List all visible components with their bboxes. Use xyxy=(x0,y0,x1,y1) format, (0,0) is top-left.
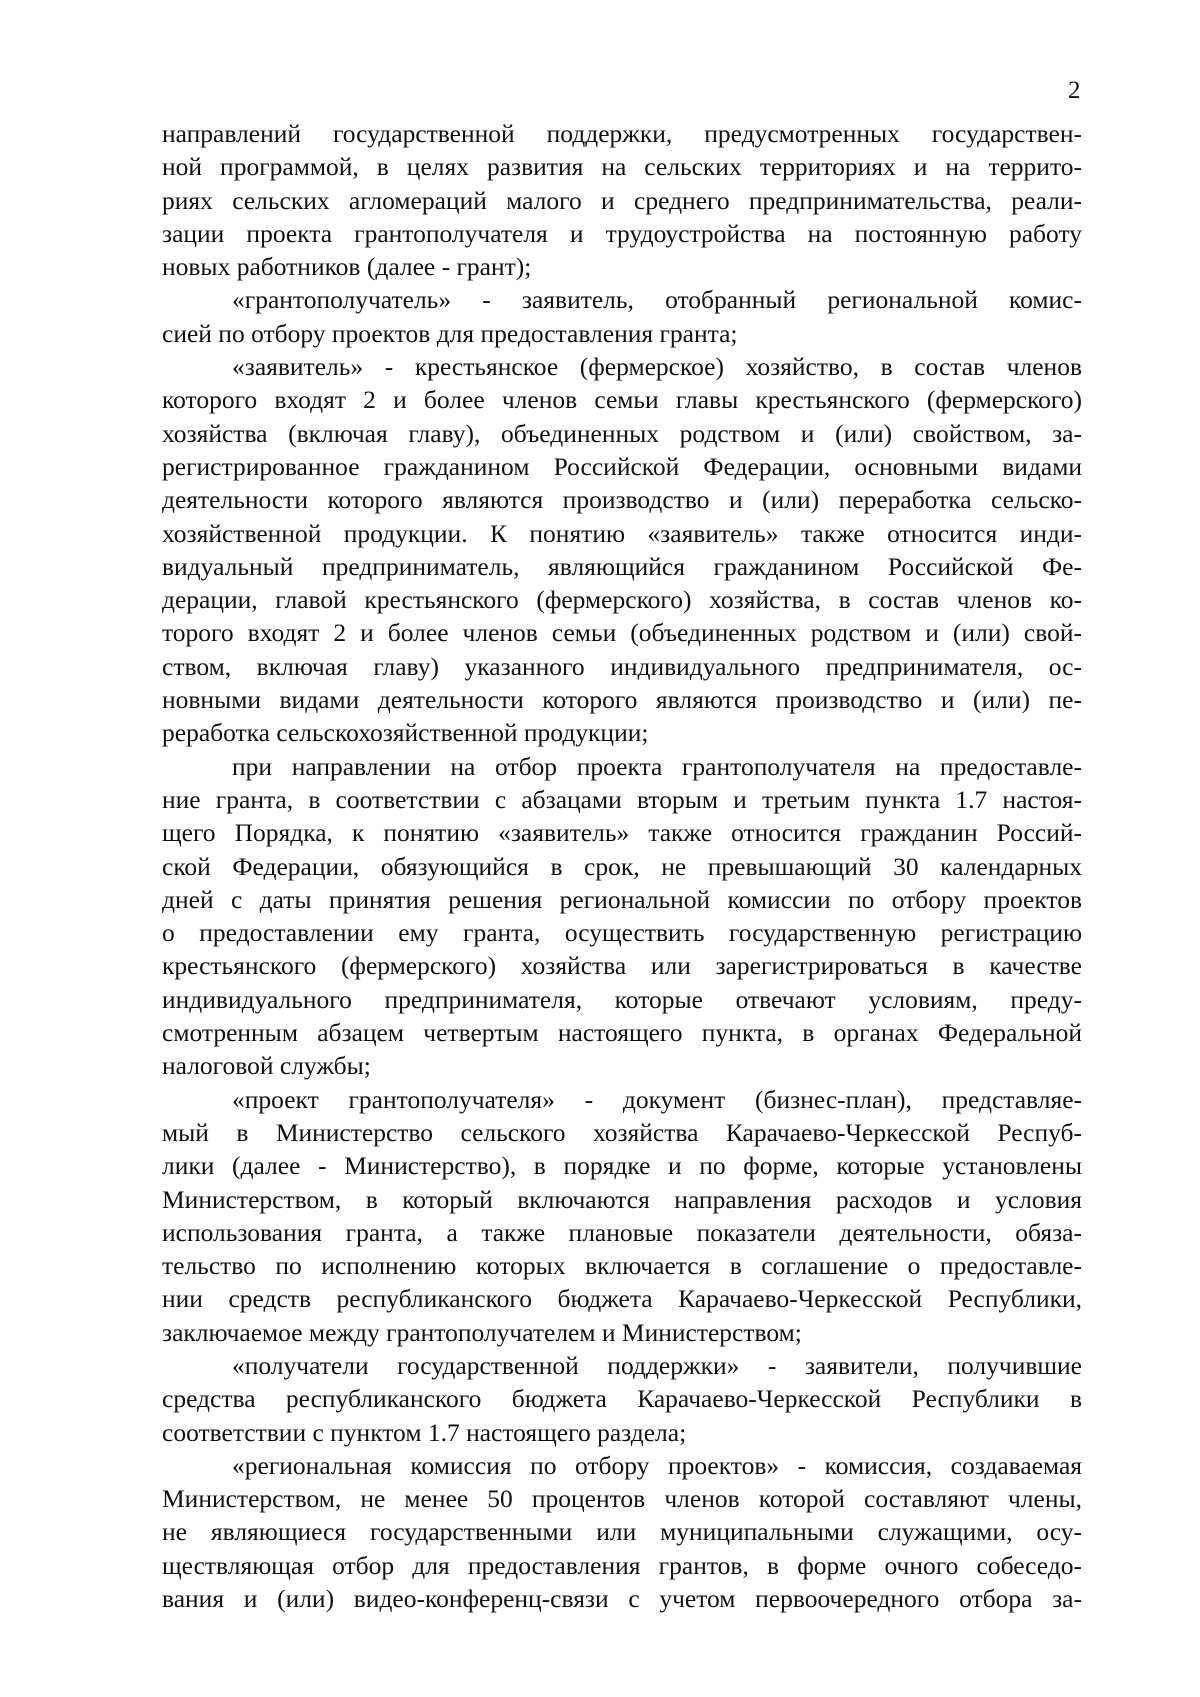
text-line: «региональная комиссия по отбору проектов» - комиссия, создаваемая xyxy=(232,1450,1082,1480)
text-line: тельство по исполнению которых включается в соглашение о предоставле- xyxy=(162,1251,1082,1281)
text-line: ной программой, в целях развития на сельских территориях и на террито- xyxy=(162,152,1082,182)
text-line: направлений государственной поддержки, предусмотренных государствен- xyxy=(162,119,1082,148)
text-line: видуальный предприниматель, являющийся гражданином Российской Фе- xyxy=(162,551,1082,581)
text-line: индивидуального предпринимателя, которые отвечают условиям, преду- xyxy=(162,984,1082,1014)
text-line: не являющиеся государственными или муниципальными служащими, осу- xyxy=(162,1517,1082,1547)
text-line: вания и (или) видео-конференц-связи с учетом первоочередного отбора за- xyxy=(162,1584,1082,1614)
text-line: деятельности которого являются производство и (или) переработка сельско- xyxy=(162,485,1082,515)
text-line: новными видами деятельности которого являются производство и (или) пе- xyxy=(162,685,1082,715)
text-line: мый в Министерство сельского хозяйства Карачаево-Черкесской Респуб- xyxy=(162,1117,1082,1147)
text-line: которого входят 2 и более членов семьи главы крестьянского (фермерского) xyxy=(162,385,1082,415)
text-line: «получатели государственной поддержки» - заявители, получившие xyxy=(232,1350,1082,1380)
text-line: соответствии с пунктом 1.7 настоящего раздела; xyxy=(162,1417,687,1447)
text-line: хозяйства (включая главу), объединенных родством и (или) свойством, за- xyxy=(162,418,1082,448)
text-line: риях сельских агломераций малого и среднего предпринимательства, реали- xyxy=(162,185,1082,215)
text-line: заключаемое между грантополучателем и Министерством; xyxy=(162,1317,802,1347)
text-line: зации проекта грантополучателя и трудоустройства на постоянную работу xyxy=(162,218,1082,248)
text-line: Министерством, в который включаются направления расходов и условия xyxy=(162,1184,1082,1214)
page-number: 2 xyxy=(1068,77,1081,104)
text-line: при направлении на отбор проекта грантополучателя на предоставле- xyxy=(232,751,1082,781)
document-body xyxy=(162,117,1082,1615)
text-line: смотренным абзацем четвертым настоящего пункта, в органах Федеральной xyxy=(162,1018,1082,1048)
text-line: средства республиканского бюджета Карачаево-Черкесской Республики в xyxy=(162,1384,1082,1414)
text-line: ской Федерации, обязующийся в срок, не превышающий 30 календарных xyxy=(162,851,1082,881)
text-line: дней с даты принятия решения региональной комиссии по отбору проектов xyxy=(162,884,1082,914)
text-line: Министерством, не менее 50 процентов членов которой составляют члены, xyxy=(162,1484,1082,1514)
text-line: нии средств республиканского бюджета Карачаево-Черкесской Республики, xyxy=(162,1284,1082,1314)
text-line: о предоставлении ему гранта, осуществить государственную регистрацию xyxy=(162,918,1082,948)
text-line: новых работников (далее - грант); xyxy=(162,252,532,282)
text-line: «проект грантополучателя» - документ (бизнес-план), представляе- xyxy=(232,1084,1082,1114)
text-line: ние гранта, в соответствии с абзацами вторым и третьим пункта 1.7 настоя- xyxy=(162,784,1082,814)
text-line: «заявитель» - крестьянское (фермерское) хозяйство, в состав членов xyxy=(232,352,1082,382)
text-line: «грантополучатель» - заявитель, отобранный региональной комис- xyxy=(232,285,1082,315)
text-line: налоговой службы; xyxy=(162,1051,371,1081)
text-line: торого входят 2 и более членов семьи (объединенных родством и (или) свой- xyxy=(162,618,1082,648)
text-line: использования гранта, а также плановые показатели деятельности, обяза- xyxy=(162,1217,1082,1247)
text-line: регистрированное гражданином Российской Федерации, основными видами xyxy=(162,451,1082,481)
text-line: реработка сельскохозяйственной продукции; xyxy=(162,718,649,748)
text-line: сией по отбору проектов для предоставления гранта; xyxy=(162,318,738,348)
text-line: лики (далее - Министерство), в порядке и по форме, которые установлены xyxy=(162,1151,1082,1181)
text-line: ществляющая отбор для предоставления грантов, в форме очного собеседо- xyxy=(162,1550,1082,1580)
text-line: дерации, главой крестьянского (фермерского) хозяйства, в состав членов ко- xyxy=(162,585,1082,615)
text-line: крестьянского (фермерского) хозяйства или зарегистрироваться в качестве xyxy=(162,951,1082,981)
text-line: щего Порядка, к понятию «заявитель» также относится гражданин Россий- xyxy=(162,818,1082,848)
text-line: ством, включая главу) указанного индивидуального предпринимателя, ос- xyxy=(162,651,1082,681)
text-line: хозяйственной продукции. К понятию «заявитель» также относится инди- xyxy=(162,518,1082,548)
